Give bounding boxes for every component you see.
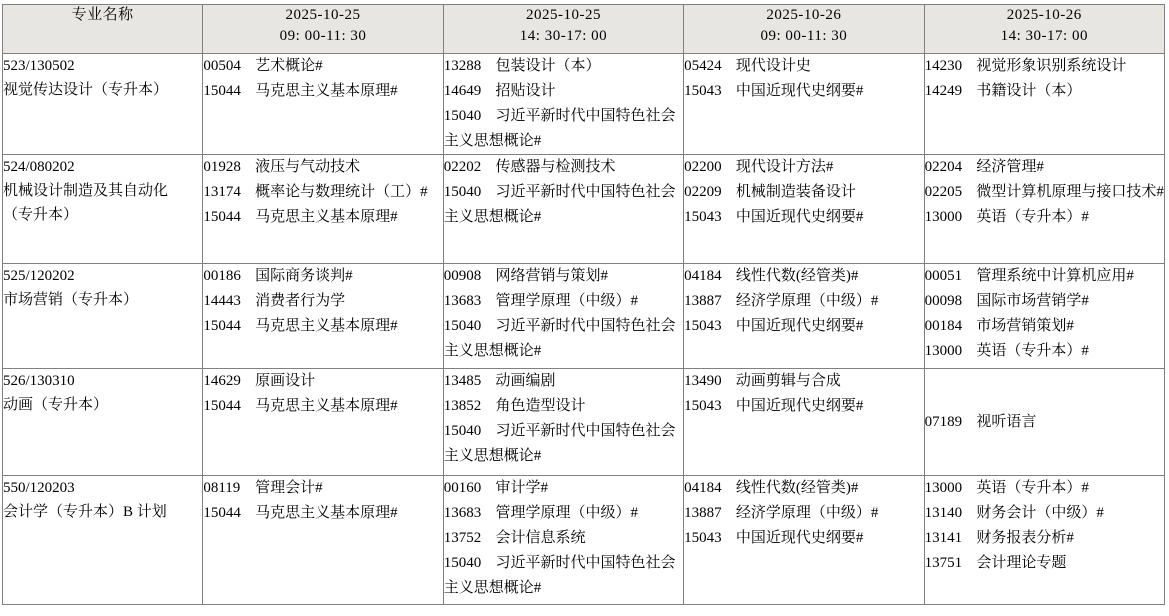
column-header-slot-3 [684,5,924,54]
course-name: 概率论与数理统计（工）# [255,184,428,200]
course-name: 动画编剧 [495,373,556,389]
column-header-slot-1 [203,5,443,54]
major-line: 523/130502 [3,58,75,74]
course-item [444,369,683,394]
course-cell [684,476,924,605]
column-header-slot-2 [443,5,683,54]
course-code: 13887 [684,505,722,521]
course-item [203,314,442,339]
course-name: 网络营销与策划# [495,268,609,284]
course-cell [924,264,1164,369]
course-code: 07189 [924,413,963,430]
column-header-slot-4-time: 14: 30-17: 00 [1000,28,1088,44]
course-item [925,79,1164,104]
table-body [3,54,1165,605]
major-line: （专升本） [3,207,79,223]
course-item [444,54,683,79]
course-code: 13852 [443,398,482,414]
course-name: 马克思主义基本原理# [255,83,398,99]
course-item [203,54,442,79]
course-name: 视听语言 [976,413,1037,430]
course-name: 审计学# [495,480,549,496]
course-item [203,79,442,104]
course-cell [443,264,683,369]
course-code: 14443 [203,293,241,309]
course-item [925,205,1164,230]
major-line: 550/120203 [3,480,75,496]
course-item [444,476,683,501]
course-cell [443,369,683,476]
course-name: 传感器与检测技术 [495,159,616,175]
course-cell [924,369,1164,476]
course-cell [203,54,443,155]
course-item [444,180,683,230]
course-item [203,394,442,419]
course-code: 15040 [443,423,482,439]
course-item [684,54,923,79]
course-name: 液压与气动技术 [255,159,361,175]
table-header [3,5,1165,54]
course-name: 经济管理# [976,159,1044,175]
course-code: 13683 [443,505,482,521]
major-line: 524/080202 [3,159,75,175]
course-code: 04184 [684,268,722,284]
course-code: 00098 [924,293,963,309]
course-code: 04184 [684,480,722,496]
course-name: 习近平新时代中国特色社会主义思想概论# [443,318,676,359]
course-code: 13751 [924,555,963,571]
course-code: 00908 [443,268,482,284]
column-header-slot-1-date: 2025-10-25 [285,7,361,23]
course-item [684,501,923,526]
major-line: 525/120202 [3,268,75,284]
course-item [925,54,1164,79]
course-item [444,104,683,154]
major-cell [3,264,203,369]
course-code: 00504 [203,58,241,74]
column-header-slot-2-time: 14: 30-17: 00 [519,28,608,44]
course-code: 00051 [924,268,963,284]
course-code: 15043 [684,398,722,414]
course-item [925,476,1164,501]
course-item [203,205,442,230]
course-cell [443,476,683,605]
course-name: 会计信息系统 [495,530,586,546]
course-name: 国际市场营销学# [976,293,1089,309]
course-code: 00186 [203,268,241,284]
course-item [925,289,1164,314]
course-item [444,419,683,469]
course-code: 13000 [924,480,963,496]
course-name: 微型计算机原理与接口技术# [976,184,1164,200]
column-header-major-line1: 专业名称 [71,7,134,23]
course-cell [924,155,1164,264]
course-code: 13485 [443,373,482,389]
exam-schedule-table [2,4,1165,605]
course-item [925,180,1164,205]
course-name: 马克思主义基本原理# [255,398,398,414]
course-code: 13000 [924,343,963,359]
course-name: 线性代数(经管类)# [735,480,859,496]
course-item [684,289,923,314]
major-cell [3,155,203,264]
course-name: 现代设计方法# [735,159,834,175]
column-header-slot-2-date: 2025-10-25 [525,7,601,23]
course-item [925,314,1164,339]
column-header-slot-4-date: 2025-10-26 [1006,7,1082,23]
table-row [3,369,1165,476]
course-name: 角色造型设计 [495,398,586,414]
course-item [444,551,683,601]
course-name: 国际商务谈判# [255,268,353,284]
course-code: 15040 [443,184,482,200]
course-item [684,476,923,501]
course-name: 线性代数(经管类)# [735,268,859,284]
course-name: 英语（专升本）# [976,343,1089,359]
header-row [3,5,1165,54]
course-item [444,526,683,551]
course-item [444,155,683,180]
course-name: 包装设计（本） [495,58,601,74]
course-code: 02205 [924,184,963,200]
course-code: 15044 [203,83,241,99]
course-code: 13174 [203,184,241,200]
course-code: 02200 [684,159,722,175]
course-item [925,155,1164,180]
course-name: 管理会计# [255,480,323,496]
course-cell [684,155,924,264]
course-code: 14629 [203,373,241,389]
course-name: 经济学原理（中级）# [735,505,879,521]
course-code: 02209 [684,184,722,200]
course-item [684,264,923,289]
column-header-slot-3-time: 09: 00-11: 30 [760,28,848,44]
major-line: 526/130310 [3,373,75,389]
course-name: 市场营销策划# [976,318,1074,334]
course-item [203,476,442,501]
course-cell [684,264,924,369]
course-name: 招贴设计 [495,83,556,99]
course-item [925,526,1164,551]
course-item [925,410,1164,435]
course-cell [203,476,443,605]
course-name: 习近平新时代中国特色社会主义思想概论# [443,108,676,149]
column-header-slot-1-time: 09: 00-11: 30 [279,28,367,44]
course-name: 中国近现代史纲要# [735,318,864,334]
course-code: 15040 [443,555,482,571]
course-code: 00160 [443,480,482,496]
course-name: 中国近现代史纲要# [735,398,864,414]
table-row [3,476,1165,605]
course-name: 动画剪辑与合成 [735,373,841,389]
course-name: 英语（专升本）# [976,209,1089,225]
course-name: 消费者行为学 [255,293,346,309]
course-item [444,314,683,364]
course-name: 马克思主义基本原理# [255,209,398,225]
course-item [203,289,442,314]
course-cell [203,155,443,264]
course-name: 会计理论专题 [976,555,1067,571]
course-cell [203,264,443,369]
course-code: 15044 [203,505,241,521]
course-cell [924,54,1164,155]
course-item [684,314,923,339]
course-name: 经济学原理（中级）# [735,293,879,309]
course-cell [684,54,924,155]
course-code: 14249 [924,83,963,99]
course-item [444,501,683,526]
major-cell [3,476,203,605]
course-name: 书籍设计（本） [976,83,1082,99]
course-item [684,394,923,419]
course-code: 13887 [684,293,722,309]
course-item [203,369,442,394]
course-item [444,394,683,419]
course-item [203,501,442,526]
course-code: 15044 [203,318,241,334]
course-name: 中国近现代史纲要# [735,530,864,546]
course-item [203,180,442,205]
major-line: 会计学（专升本）B 计划 [3,504,167,520]
course-item [684,369,923,394]
course-code: 15043 [684,209,722,225]
course-code: 13000 [924,209,963,225]
course-name: 管理系统中计算机应用# [976,268,1134,284]
major-cell [3,369,203,476]
course-name: 财务会计（中级）# [976,505,1104,521]
course-code: 15043 [684,83,722,99]
course-name: 艺术概论# [255,58,323,74]
course-item [684,526,923,551]
course-name: 中国近现代史纲要# [735,83,864,99]
course-code: 13141 [924,530,963,546]
course-code: 14230 [924,58,963,74]
column-header-slot-4 [924,5,1164,54]
course-code: 15044 [203,209,241,225]
course-code: 13140 [924,505,963,521]
course-item [203,264,442,289]
course-code: 15040 [443,108,482,124]
course-code: 13683 [443,293,482,309]
course-code: 15040 [443,318,482,334]
course-item [925,501,1164,526]
course-name: 习近平新时代中国特色社会主义思想概论# [443,423,676,464]
course-cell [443,155,683,264]
course-name: 习近平新时代中国特色社会主义思想概论# [443,555,676,596]
course-cell [924,476,1164,605]
table-row [3,54,1165,155]
course-code: 13288 [443,58,482,74]
course-code: 01928 [203,159,241,175]
course-name: 现代设计史 [735,58,811,74]
course-name: 中国近现代史纲要# [735,209,864,225]
major-line: 动画（专升本） [3,397,109,413]
course-cell [203,369,443,476]
major-line: 市场营销（专升本） [3,292,139,308]
major-line: 机械设计制造及其自动化 [3,183,169,199]
course-name: 习近平新时代中国特色社会主义思想概论# [443,184,676,225]
table-row [3,264,1165,369]
course-code: 02204 [924,159,963,175]
course-name: 原画设计 [255,373,316,389]
course-item [684,180,923,205]
column-header-slot-3-date: 2025-10-26 [766,7,842,23]
course-code: 13752 [443,530,482,546]
course-item [684,79,923,104]
course-code: 05424 [684,58,722,74]
course-name: 机械制造装备设计 [735,184,856,200]
course-name: 管理学原理（中级）# [495,505,639,521]
course-item [444,289,683,314]
course-code: 14649 [443,83,482,99]
course-cell [443,54,683,155]
course-name: 马克思主义基本原理# [255,318,398,334]
course-item [925,339,1164,364]
course-item [203,155,442,180]
course-code: 15043 [684,530,722,546]
course-code: 00184 [924,318,963,334]
table-row [3,155,1165,264]
course-item [684,205,923,230]
course-code: 13490 [684,373,722,389]
course-item [684,155,923,180]
course-item [444,264,683,289]
course-item [925,264,1164,289]
course-name: 马克思主义基本原理# [255,505,398,521]
course-cell [684,369,924,476]
course-code: 08119 [203,480,241,496]
course-name: 英语（专升本）# [976,480,1089,496]
course-name: 管理学原理（中级）# [495,293,639,309]
column-header-major [3,5,203,54]
course-code: 02202 [443,159,482,175]
course-name: 财务报表分析# [976,530,1074,546]
course-item [925,551,1164,576]
course-code: 15044 [203,398,241,414]
course-item [444,79,683,104]
course-code: 15043 [684,318,722,334]
major-line: 视觉传达设计（专升本） [3,82,169,98]
course-name: 视觉形象识别系统设计 [976,58,1127,74]
major-cell [3,54,203,155]
